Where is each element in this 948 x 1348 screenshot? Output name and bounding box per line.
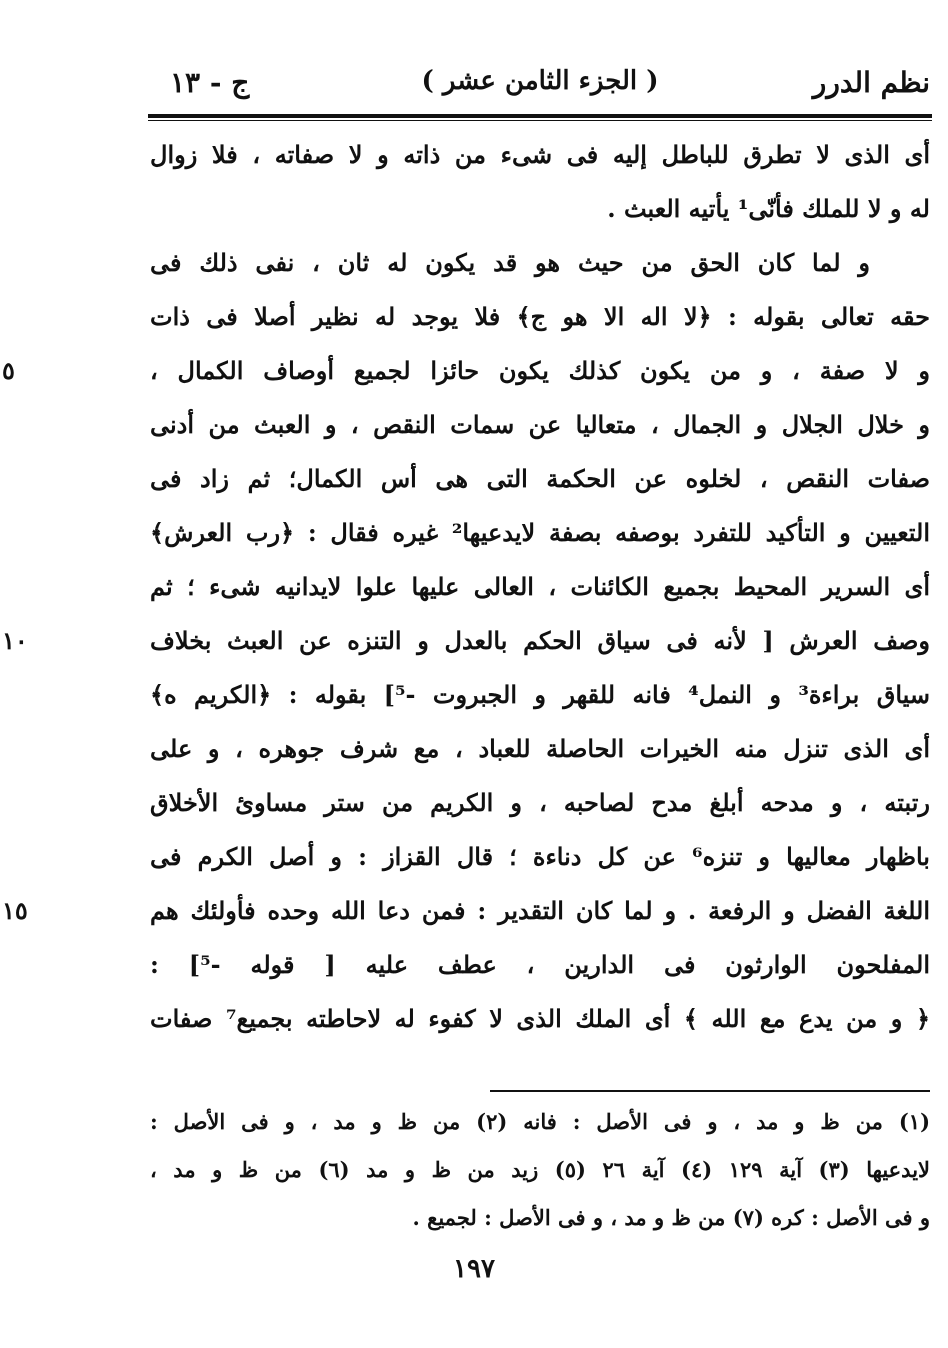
line-number: ٥ <box>2 356 15 385</box>
footnote-line: لايدعيها (٣) آية ١٢٩ (٤) آية ٢٦ (٥) زيد من ظ و مد (٦) من ظ و مد ، <box>150 1157 931 1182</box>
footnote-line: و فى الأصل : كره (٧) من ظ و مد ، و فى الأصل : لجميع . <box>412 1205 930 1230</box>
line-number: ١٥ <box>2 896 28 925</box>
text-line: أى الذى لا تطرق للباطل إليه فى شىء من ذاته و لا صفاته ، فلا زوال <box>150 140 930 169</box>
text-line: و لا صفة ، و من يكون كذلك يكون حائزا لجميع أوصاف الكمال ، ٥ <box>150 344 930 398</box>
line-number: ١٠ <box>2 626 28 655</box>
page-number: ١٩٧ <box>453 1254 495 1284</box>
text-line: التعيين و التأكيد للتفرد بوصفه بصفة لايدعيها² غيره فقال : ﴿رب العرش﴾ <box>150 518 930 547</box>
footnote-rule <box>490 1090 930 1092</box>
main-text <box>2 128 931 1046</box>
text-line: أى الذى تنزل منه الخيرات الحاصلة للعباد ، مع شرف جوهره ، و على <box>150 734 930 763</box>
footnote-line: (١) من ظ و مد ، و فى الأصل : فانه (٢) من ظ و مد ، و فى الأصل : <box>150 1109 931 1134</box>
text-line: و لما كان الحق من حيث هو قد يكون له ثان ، نفى ذلك فى <box>150 248 870 277</box>
text-line: و خلال الجلال و الجمال ، متعاليا عن سمات النقص ، و العبث من أدنى <box>150 410 930 439</box>
footnotes <box>150 1098 930 1242</box>
header-rule-thin <box>148 120 932 121</box>
book-title: نظم الدرر <box>812 66 930 99</box>
text-line: له و لا للملك فأنّى¹ يأتيه العبث . <box>607 194 930 223</box>
text-line: ﴿ و من يدع مع الله ﴾ أى الملك الذى لا كفوء له لاحاطته بجميع⁷ صفات <box>150 1004 931 1033</box>
text-line: سياق براءة³ و النمل⁴ فانه للقهر و الجبروت -⁵] بقوله : ﴿الكريم ه﴾ <box>150 680 930 709</box>
text-line: رتبته ، و مدحه أبلغ مدح لصاحبه ، و الكريم من ستر مساوئ الأخلاق <box>150 788 930 817</box>
text-line: وصف العرش [ لأنه فى سياق الحكم بالعدل و التنزه عن العبث بخلاف ١٠ <box>150 614 930 668</box>
text-line: باظهار معاليها و تنزه⁶ عن كل دناءة ؛ قال القزاز : و أصل الكرم فى <box>150 842 930 871</box>
text-line: اللغة الفضل و الرفعة . و لما كان التقدير : فمن دعا الله وحده فأولئك هم ١٥ <box>150 884 930 938</box>
text-line: أى السرير المحيط بجميع الكائنات ، العالى عليها علوا لايدانيه شىء ؛ ثم <box>150 572 930 601</box>
volume-label: ج - ١٣ <box>170 66 250 99</box>
text-line: المفلحون الوارثون فى الدارين ، عطف عليه [ قوله -⁵] : <box>150 950 930 979</box>
header-rule <box>148 114 932 118</box>
text-line: حقه تعالى بقوله : ﴿لا اله الا هو ج﴾ فلا يوجد له نظير أصلا فى ذات <box>150 302 930 331</box>
part-label: ( الجزء الثامن عشر ) <box>421 66 659 96</box>
text-line: صفات النقص ، لخلوه عن الحكمة التى هى أس الكمال؛ ثم زاد فى <box>150 464 930 493</box>
running-header <box>150 62 930 112</box>
